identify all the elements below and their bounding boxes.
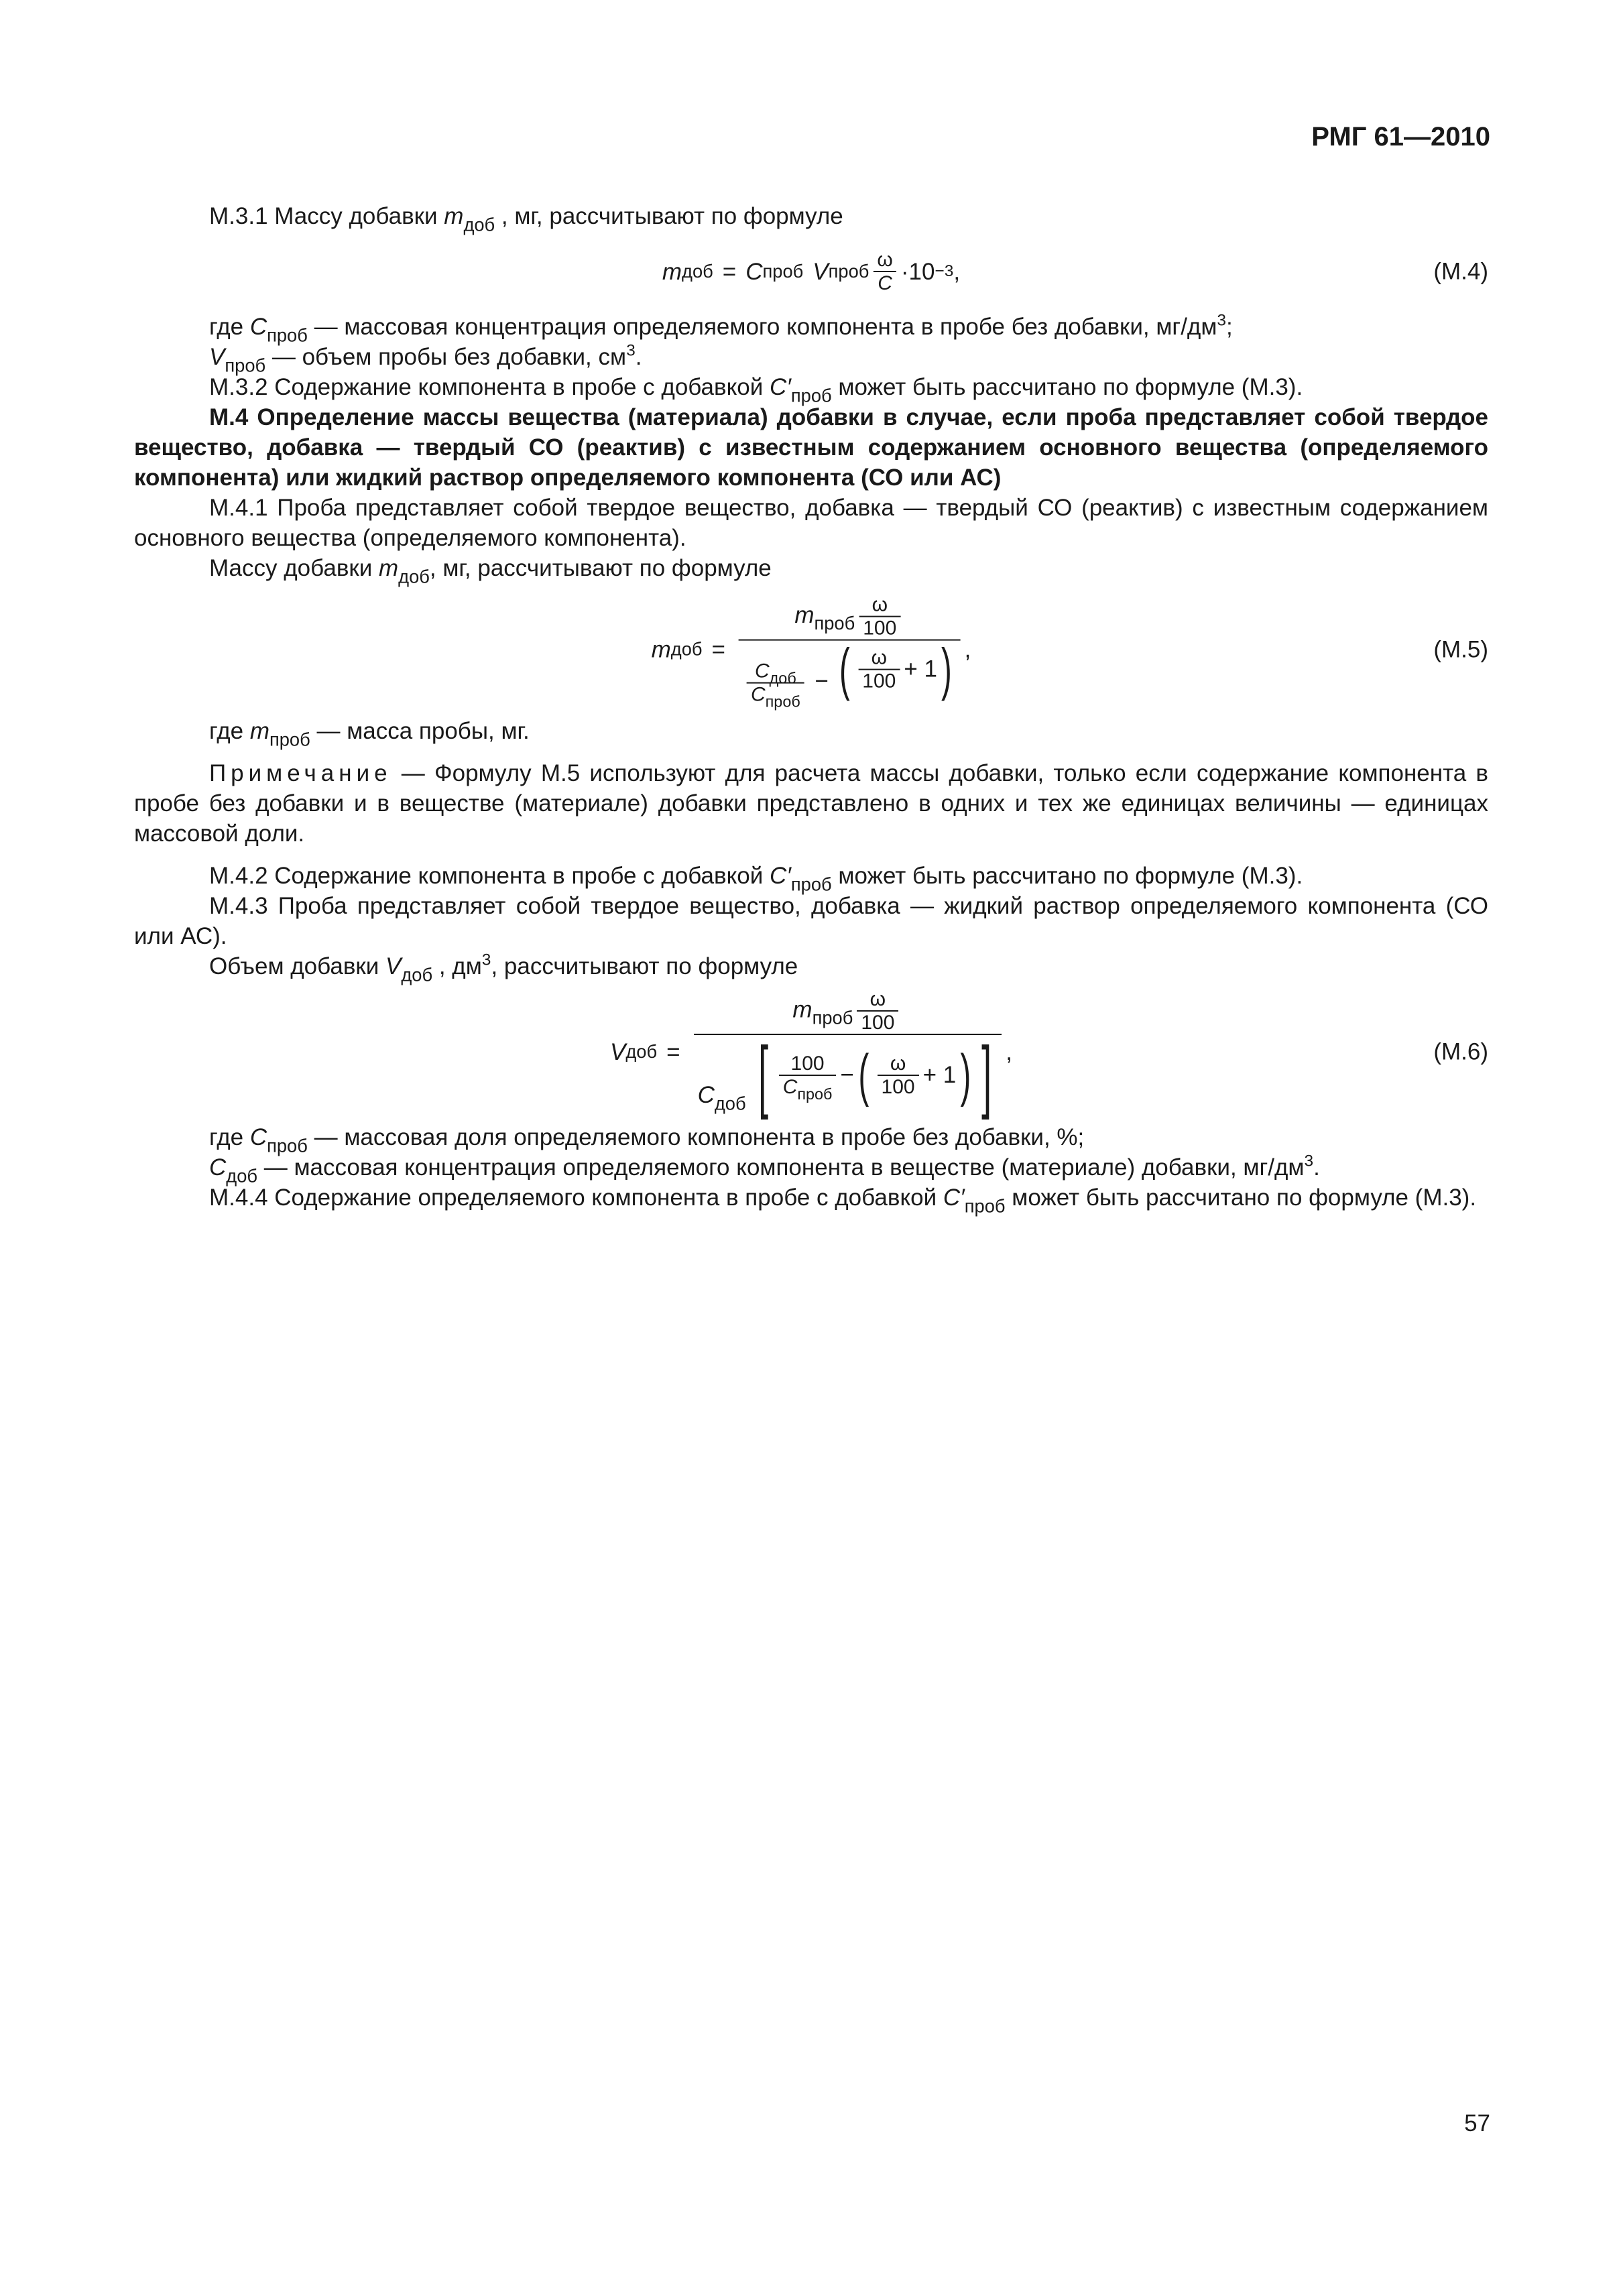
formula-m5-number: (М.5) [1433,636,1488,663]
paragraph-m44: М.4.4 Содержание определяемого компонента в пробе с добавкой $C'_{проб}$ может быть рассчитано по формуле (М.3). [209,1185,1477,1217]
formula-m4-expression: m доб = C проб V проб ω C ·10 −3 , [662,249,961,294]
fraction-m5-main: $m_{проб}$ $\frac{\omega}{100}$ $C_{доб}$ $C_{проб}$ − ( ω 100 + 1 ) [739,594,961,706]
paragraph-m42: М.4.2 Содержание компонента в пробе с добавкой $C'_{проб}$ может быть рассчитано по формуле (М.3). [209,863,1303,895]
paragraph-mass-dob: Массу добавки $m_{доб}$, мг, рассчитывают по формуле [209,555,772,587]
paragraph-volume-dob: Объем добавки $V_{доб}$ , $дм^3$, рассчитывают по формуле [209,951,798,985]
document-body [134,201,1488,1217]
fraction-m6-main: $m_{проб}$ $\frac{\omega}{100}$ $C_{доб}$ [ 100 $C_{проб}$ − ( ω 100 + 1 ) ] [694,988,1002,1115]
paragraph-where-c-prob: где $C_{проб}$ — массовая концентрация определяемого компонента в пробе без добавки, $мг/дм^3$; [209,311,1233,346]
note-paragraph: Примечание — Формулу М.5 используют для расчета массы добавки, только если содержание компонента в пробе без добавки и в веществе (материале) добавки представлено в одних и тех же единицах величины — единицах массовой доли. [134,760,1488,847]
paragraph-m43: М.4.3 Проба представляет собой твердое вещество, добавка — жидкий раствор определяемого компонента (СО или АС). [134,893,1488,949]
formula-m6-number: (М.6) [1433,1038,1488,1065]
formula-m5-expression: m доб = $m_{проб}$ $\frac{\omega}{100}$ $C_{доб}$ $C_{проб}$ − ( ω 100 + 1 ) , [651,593,971,711]
formula-m4 [134,231,1488,312]
formula-m5 [134,583,1488,716]
fraction-omega-over-c: ω C [873,249,896,294]
formula-m4-number: (М.4) [1433,258,1488,285]
paragraph-where-c-prob-percent: где $C_{проб}$ — массовая доля определяемого компонента в пробе без добавки, %; [209,1124,1085,1156]
formula-m6 [134,981,1488,1122]
note-label: Примечание [209,760,392,786]
document-code-header: РМГ 61—2010 [1311,122,1490,152]
paragraph-where-c-dob: $C_{доб}$ — массовая концентрация определяемого компонента в веществе (материале) добавки, $мг/дм^3$. [209,1152,1320,1187]
paragraph-where-m-prob: где $m_{проб}$ — масса пробы, мг. [209,718,530,750]
formula-m6-expression: V доб = $m_{проб}$ $\frac{\omega}{100}$ $C_{доб}$ [ 100 $C_{проб}$ − ( ω 100 + 1 ) ] , [610,988,1012,1120]
paragraph-m32: М.3.2 Содержание компонента в пробе с добавкой $C'_{проб}$ может быть рассчитано по формуле (М.3). [209,374,1303,406]
paragraph-where-v-prob: $V_{проб}$ — объем пробы без добавки, $см^3$. [209,341,642,376]
paragraph-m31: М.3.1 Массу добавки $m_{доб}$ , мг, рассчитывают по формуле [209,203,843,235]
page-number: 57 [1464,2110,1490,2136]
paragraph-m41: М.4.1 Проба представляет собой твердое вещество, добавка — твердый СО (реактив) с известным содержанием основного вещества (определяемого компонента). [134,495,1488,551]
section-heading-m4: М.4 Определение массы вещества (материала) добавки в случае, если проба представляет собой твердое вещество, добавка — твердый СО (реактив) с известным содержанием основного вещества (определяемого компонента) или жидкий раствор определяемого компонента (СО или АС) [134,404,1488,491]
